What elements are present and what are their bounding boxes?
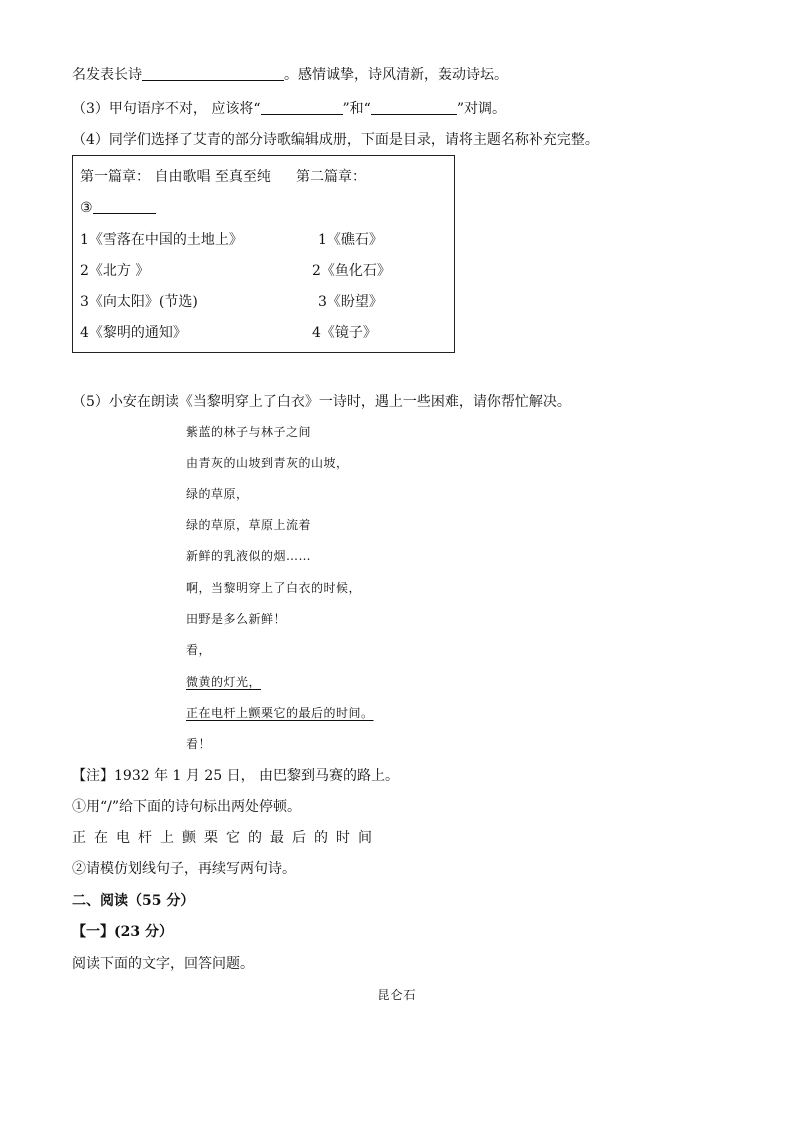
toc-header-right: 第二篇章： [296, 169, 366, 185]
toc-left-item-3: 3《向太阳》(节选) [80, 294, 198, 310]
poem-line-1: 紫蓝的林子与林子之间 [186, 425, 312, 439]
toc-right-item-4: 4《镜子》 [312, 325, 377, 341]
poem-line-8: 看， [186, 643, 212, 657]
answer-blank-q3-a[interactable] [261, 100, 343, 115]
sub-question-1-sentence[interactable]: 正在电杆上颤栗它的最后的时间 [72, 830, 380, 846]
part-heading-1: 【一】(23 分） [72, 924, 173, 940]
toc-right-item-2: 2《鱼化石》 [312, 263, 391, 279]
intro-prefix: 名发表长诗 [72, 67, 142, 83]
toc-right-item-1: 1《礁石》 [318, 232, 383, 248]
circled-three-marker: ③ [80, 200, 93, 216]
toc-right-item-3: 3《盼望》 [318, 294, 383, 310]
poem-line-7: 田野是多么新鲜！ [186, 612, 287, 626]
sub-question-2: ②请模仿划线句子，再续写两句诗。 [72, 861, 296, 877]
toc-third-chapter [80, 199, 156, 217]
answer-blank[interactable] [142, 66, 284, 81]
toc-left-item-4: 4《黎明的通知》 [80, 325, 187, 341]
toc-left-item-2: 2《北方 》 [80, 263, 150, 279]
article-title: 昆仑石 [377, 988, 417, 1002]
poem-line-11: 看！ [186, 737, 212, 751]
q3-text-1: （3）甲句语序不对， 应该将“ [72, 101, 261, 117]
poem-line-4: 绿的草原，草原上流着 [186, 518, 312, 532]
poem-line-9-underlined: 微黄的灯光， [186, 675, 262, 689]
question-4: （4）同学们选择了艾青的部分诗歌编辑成册，下面是目录，请将主题名称补充完整。 [72, 132, 599, 148]
poem-line-5: 新鲜的乳液似的烟…… [186, 549, 312, 563]
poem-line-6: 啊，当黎明穿上了白衣的时候， [186, 581, 362, 595]
question-intro-line [72, 66, 508, 84]
q3-text-3: ”对调。 [456, 101, 507, 117]
toc-left-item-1: 1《雪落在中国的土地上》 [80, 232, 243, 248]
answer-blank-q3-b[interactable] [371, 100, 457, 115]
toc-header-left: 第一篇章： 自由歌唱 至真至纯 [80, 169, 271, 185]
reading-instruction: 阅读下面的文字，回答问题。 [72, 956, 254, 972]
answer-blank-chapter-3[interactable] [93, 199, 156, 214]
q3-text-2: ”和“ [342, 101, 371, 117]
section-heading-reading: 二、阅读（55 分） [72, 893, 195, 909]
sub-question-1: ①用“/”给下面的诗句标出两处停顿。 [72, 799, 302, 815]
poem-line-2: 由青灰的山坡到青灰的山坡， [186, 456, 349, 470]
table-of-contents-box [72, 155, 455, 353]
poem-line-10-underlined: 正在电杆上颤栗它的最后的时间。 [186, 706, 374, 720]
poem-line-3: 绿的草原， [186, 487, 249, 501]
question-5: （5）小安在朗读《当黎明穿上了白衣》一诗时，遇上一些困难，请你帮忙解决。 [72, 394, 571, 410]
intro-suffix: 。感情诚挚，诗风清新，轰动诗坛。 [284, 67, 508, 83]
poem-note: 【注】1932 年 1 月 25 日， 由巴黎到马赛的路上。 [72, 768, 400, 784]
question-3 [72, 100, 506, 118]
